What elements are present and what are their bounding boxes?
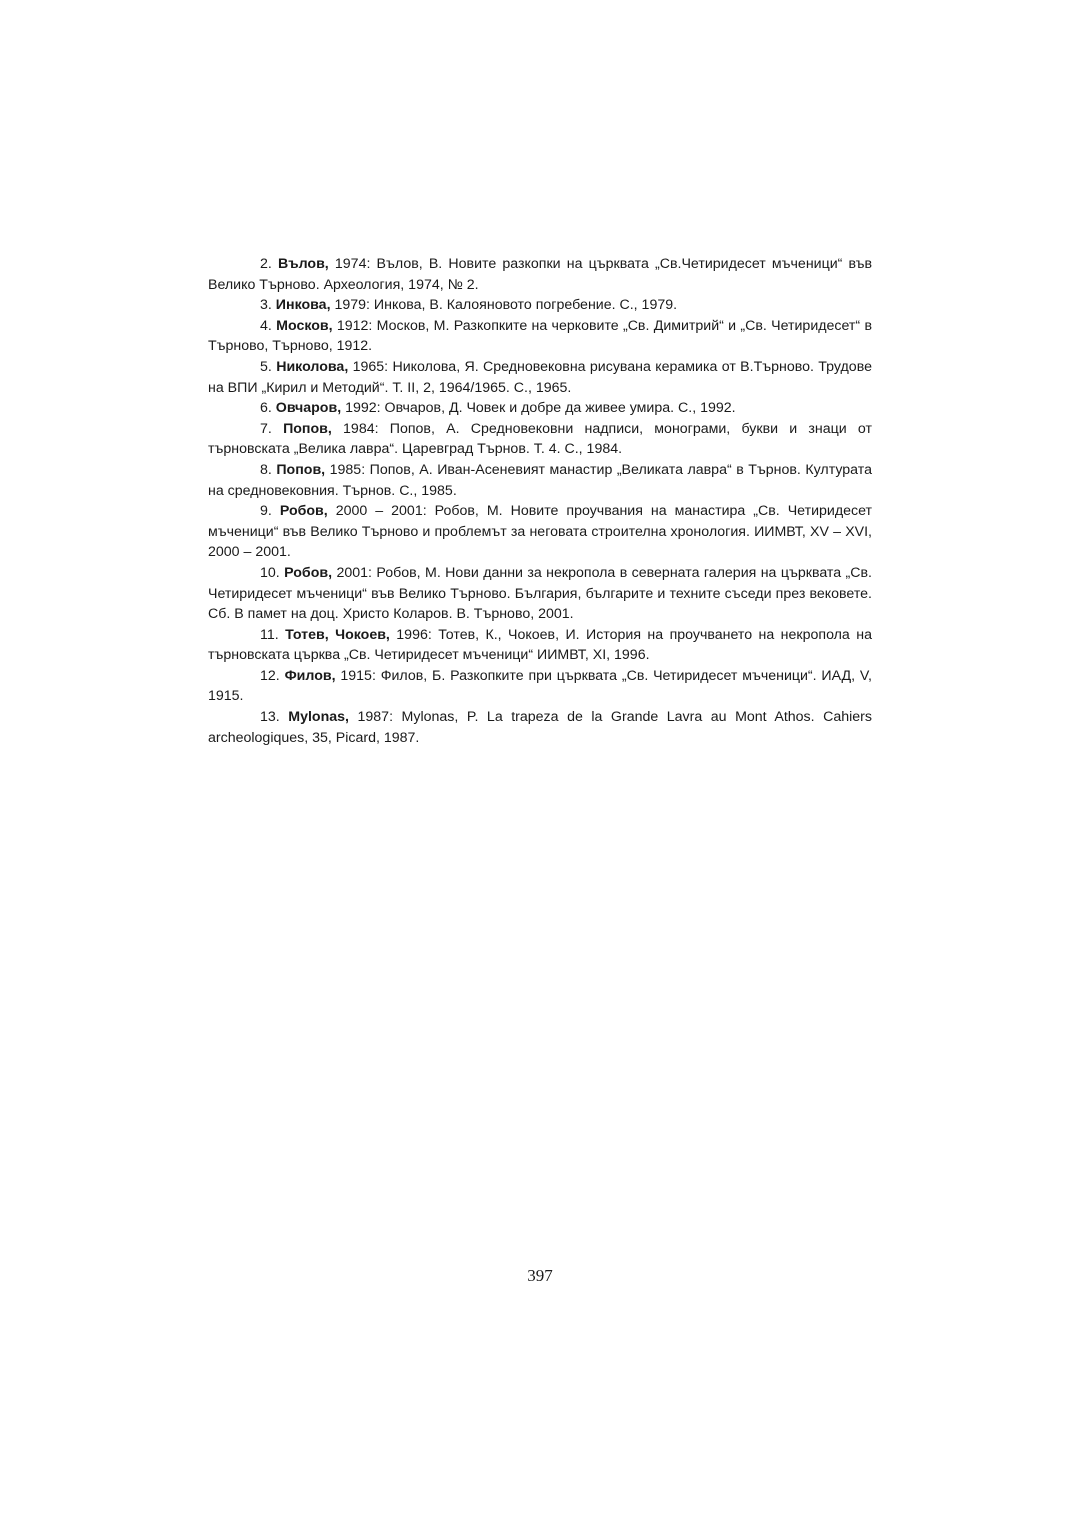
reference-text: 1979: Инкова, В. Калояновото погребение. С., 1979. bbox=[334, 297, 678, 314]
reference-list bbox=[208, 254, 872, 748]
reference-text: 2001: Робов, М. Нови данни за некропола в северната галерия на църквата „Св. Четиридесет мъченици“ във Велико Търново. България, българите и техните съседи през вековете. Сб. В памет на доц. Христо Коларов. В. Търново, 2001. bbox=[208, 564, 872, 623]
reference-number: 4. bbox=[260, 317, 272, 334]
reference-author: Робов, bbox=[284, 564, 333, 581]
reference-text: 1992: Овчаров, Д. Човек и добре да живее умира. С., 1992. bbox=[345, 400, 736, 417]
reference-number: 3. bbox=[260, 297, 272, 314]
reference-author: Попов, bbox=[276, 461, 326, 478]
reference-number: 5. bbox=[260, 358, 272, 375]
reference-item bbox=[208, 316, 872, 357]
page-number: 397 bbox=[527, 1266, 553, 1285]
reference-text: 1984: Попов, А. Средновековни надписи, монограми, букви и знаци от търновската „Велика лавра“. Царевград Търнов. Т. 4. С., 1984. bbox=[208, 420, 872, 458]
reference-item bbox=[208, 357, 872, 398]
reference-number: 12. bbox=[260, 667, 280, 684]
reference-item bbox=[208, 254, 872, 295]
reference-author: Овчаров, bbox=[275, 400, 342, 417]
reference-text: 1915: Филов, Б. Разкопките при църквата „Св. Четиридесет мъченици“. ИАД, V, 1915. bbox=[208, 667, 872, 705]
reference-number: 8. bbox=[260, 461, 272, 478]
reference-item bbox=[208, 295, 872, 316]
reference-text: 1965: Николова, Я. Средновековна рисувана керамика от В.Търново. Трудове на ВПИ „Кирил и Методий“. Т. II, 2, 1964/1965. С., 1965. bbox=[208, 358, 872, 396]
reference-text: 1985: Попов, А. Иван-Асеневият манастир „Великата лавра“ в Търнов. Културата на средновековния. Търнов. С., 1985. bbox=[208, 461, 872, 499]
reference-number: 11. bbox=[260, 626, 279, 643]
reference-item bbox=[208, 398, 872, 419]
reference-author: Москов, bbox=[276, 317, 333, 334]
reference-item bbox=[208, 501, 872, 563]
reference-item bbox=[208, 419, 872, 460]
reference-author: Тотев, Чокоев, bbox=[285, 626, 390, 643]
reference-author: Инкова, bbox=[275, 297, 331, 314]
reference-text: 2000 – 2001: Робов, М. Новите проучвания на манастира „Св. Четиридесет мъченици“ във Велико Търново и проблемът за неговата строителна хронология. ИИМВТ, XV – XVI, 2000 – 2001. bbox=[208, 503, 872, 561]
reference-item bbox=[208, 625, 872, 666]
reference-author: Николова, bbox=[276, 358, 349, 375]
reference-text: 1912: Москов, М. Разкопките на черковите „Св. Димитрий“ и „Св. Четиридесет“ в Търново, Търново, 1912. bbox=[208, 317, 872, 355]
reference-author: Mylonas, bbox=[288, 709, 349, 726]
reference-author: Робов, bbox=[279, 503, 328, 520]
reference-text: 1996: Тотев, К., Чокоев, И. История на проучването на некропола на търновската църква „Св. Четиридесет мъченици“ ИИМВТ, XI, 1996. bbox=[208, 626, 872, 664]
reference-item bbox=[208, 666, 872, 707]
reference-item bbox=[208, 707, 872, 748]
reference-text: 1987: Mylonas, P. La trapeza de la Grande Lavra au Mont Athos. Cahiers archeologiques, 35, Picard, 1987. bbox=[208, 709, 872, 746]
reference-item bbox=[208, 460, 872, 501]
reference-author: Филов, bbox=[284, 667, 336, 684]
reference-number: 10. bbox=[260, 564, 280, 581]
reference-text: 1974: Вълов, В. Новите разкопки на църквата „Св.Четиридесет мъченици“ във Велико Търново. Археология, 1974, № 2. bbox=[208, 256, 872, 293]
reference-number: 6. bbox=[260, 400, 272, 417]
reference-number: 7. bbox=[260, 420, 272, 437]
reference-item bbox=[208, 563, 872, 625]
reference-author: Попов, bbox=[283, 420, 332, 437]
reference-number: 9. bbox=[260, 503, 272, 520]
reference-author: Вълов, bbox=[278, 256, 329, 272]
reference-number: 13. bbox=[260, 709, 280, 726]
reference-number: 2. bbox=[260, 256, 272, 272]
